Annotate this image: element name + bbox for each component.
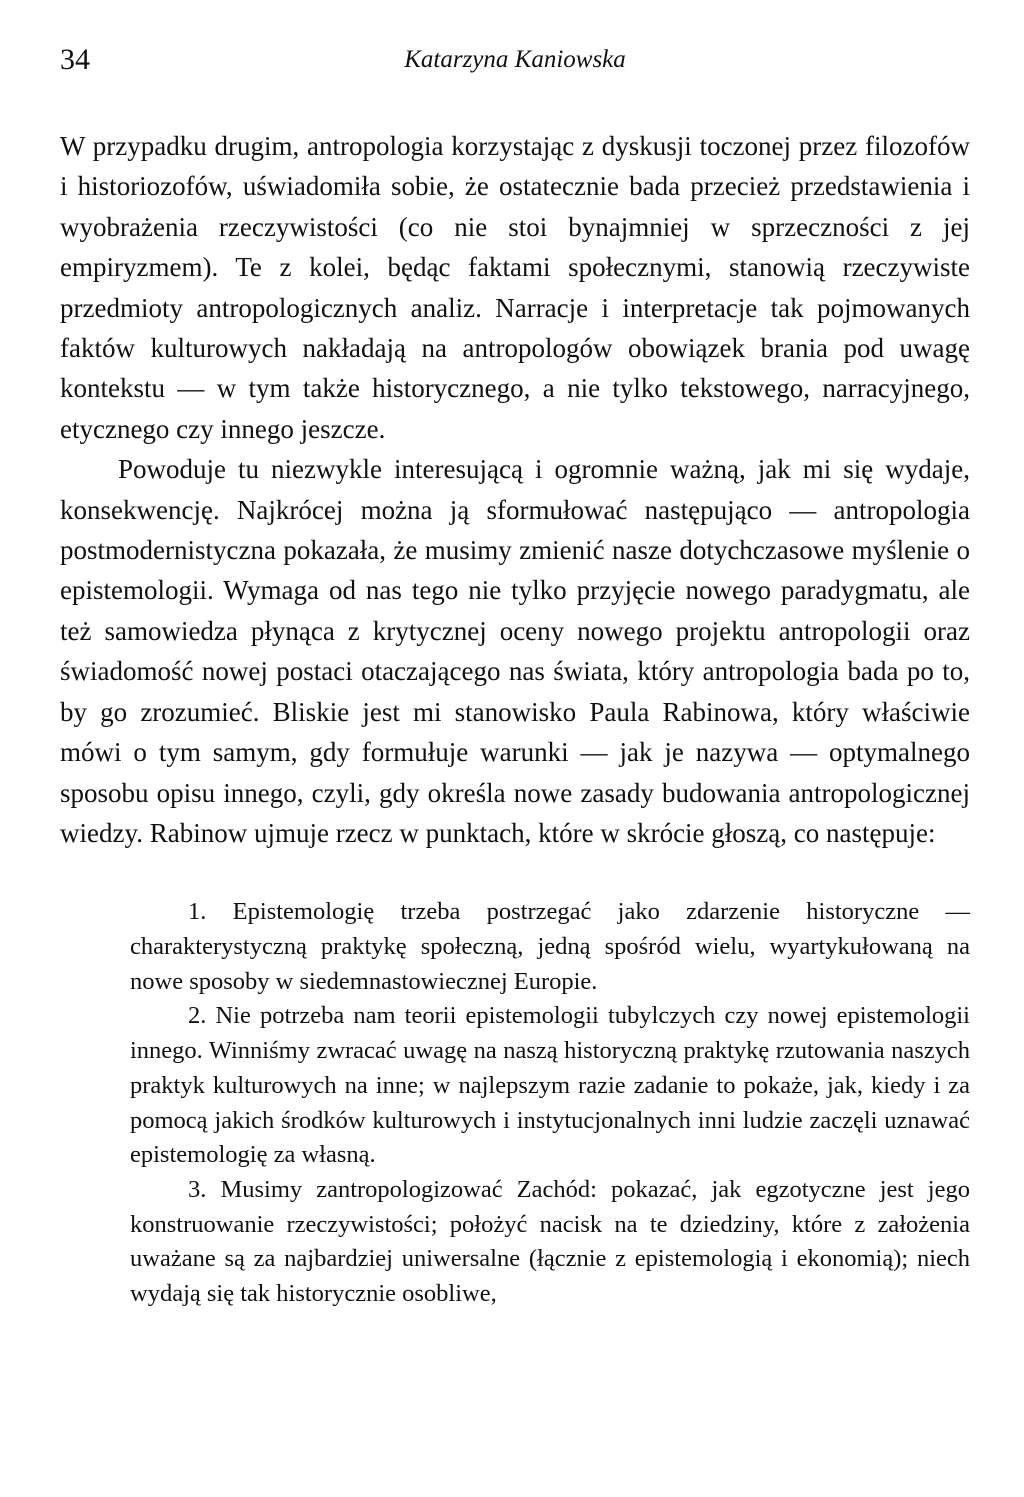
- body-text: [60, 126, 970, 853]
- paragraph-1: W przypadku drugim, antropologia korzystając z dyskusji toczonej przez filozofów i historiozofów, uświadomiła sobie, że ostatecznie bada przecież przedstawienia i wyobrażenia rzeczywistości (co nie stoi bynajmniej w sprzeczności z jej empiryzmem). Te z kolei, będąc faktami społecznymi, stanowią rzeczywiste przedmioty antropologicznych analiz. Narracje i interpretacje tak pojmowanych faktów kulturowych nakładają na antropologów obowiązek brania pod uwagę kontekstu — w tym także historycznego, a nie tylko tekstowego, narracyjnego, etycznego czy innego jeszcze.: [60, 131, 970, 444]
- list-item-2: 2. Nie potrzeba nam teorii epistemologii tubylczych czy nowej epistemologii innego. Winniśmy zwracać uwagę na naszą historyczną praktykę rzutowania naszych praktyk kulturowych na inne; w najlepszym razie zadanie to pokaże, jak, kiedy i za pomocą jakich środków kulturowych i instytucjonalnych inni ludzie zaczęli uznawać epistemologię za własną.: [130, 1002, 970, 1169]
- list-item-3: 3. Musimy zantropologizować Zachód: pokazać, jak egzotyczne jest jego konstruowanie rzeczywistości; położyć nacisk na te dziedziny, które z założenia uważane są za najbardziej uniwersalne (łącznie z epistemologią i ekonomią); niech wydają się tak historycznie osobliwe,: [130, 1175, 970, 1308]
- page-number: 34: [60, 43, 90, 76]
- list-item-1: 1. Epistemologię trzeba postrzegać jako zdarzenie historyczne — charakterystyczną praktykę społeczną, jedną spośród wielu, wyartykułowaną na nowe sposoby w siedemnastowiecznej Europie.: [130, 898, 970, 995]
- page-header: [60, 36, 970, 84]
- numbered-list: [130, 895, 970, 1311]
- paragraph-2: Powoduje tu niezwykle interesującą i ogromnie ważną, jak mi się wydaje, konsekwencję. Najkrócej można ją sformułować następująco — antropologia postmodernistyczna pokazała, że musimy zmienić nasze dotychczasowe myślenie o epistemologii. Wymaga od nas tego nie tylko przyjęcie nowego paradygmatu, ale też samowiedza płynąca z krytycznej oceny nowego projektu antropologii oraz świadomość nowej postaci otaczającego nas świata, który antropologia bada po to, by go zrozumieć. Bliskie jest mi stanowisko Paula Rabinowa, który właściwie mówi o tym samym, gdy formułuje warunki — jak je nazywa — optymalnego sposobu opisu innego, czyli, gdy określa nowe zasady budowania antropologicznej wiedzy. Rabinow ujmuje rzecz w punktach, które w skrócie głoszą, co następuje:: [60, 454, 970, 848]
- book-page: [60, 36, 970, 1312]
- running-head-author: Katarzyna Kaniowska: [404, 46, 626, 73]
